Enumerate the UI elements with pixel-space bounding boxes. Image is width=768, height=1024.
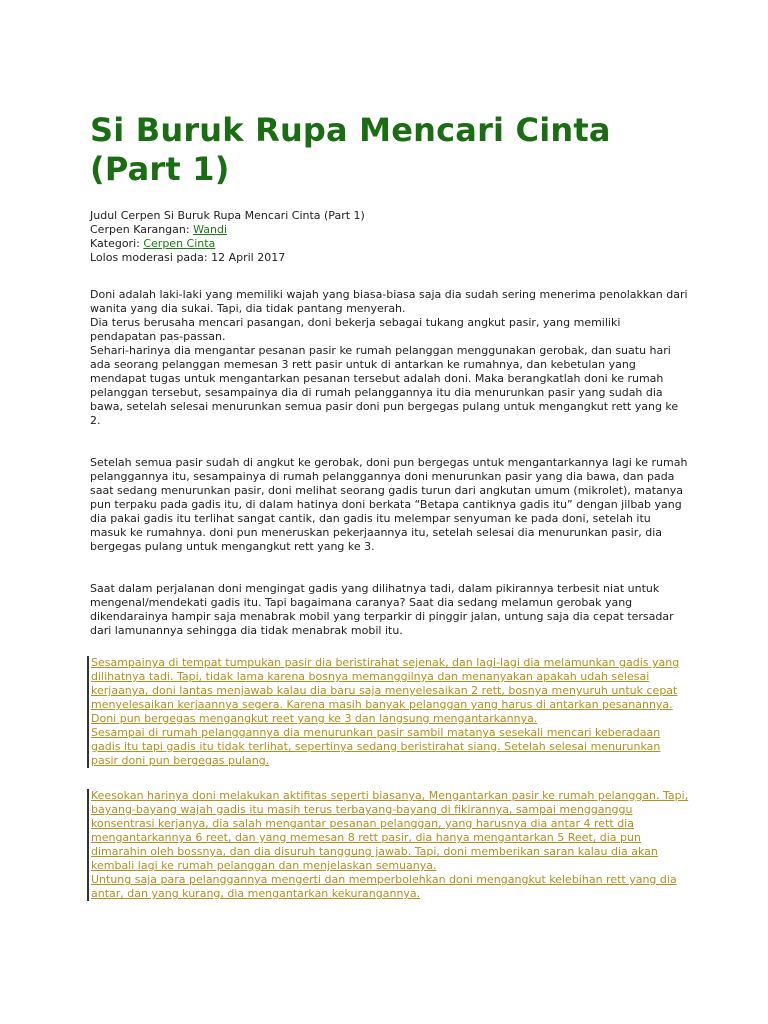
paragraph-spacer [90, 554, 690, 582]
meta-kategori [90, 237, 690, 251]
quote-paragraph-1b[interactable]: Sesampai di rumah pelanggannya dia menurunkan pasir sambil matanya sesekali mencari keberadaan gadis itu tapi gadis itu tidak terlihat, sepertinya sedang beristirahat siang. Setelah selesai menurunkan pasir doni pun bergegas pulang. [91, 726, 661, 767]
author-link[interactable]: Wandi [193, 223, 228, 236]
paragraph-1: Doni adalah laki-laki yang memiliki wajah yang biasa-biasa saja dia sudah sering menerima penolakkan dari wanita yang dia sukai. Tapi, dia tidak pantang menyerah. [90, 288, 688, 315]
paragraph-4: Setelah semua pasir sudah di angkut ke gerobak, doni pun bergegas untuk mengantarkannya lagi ke rumah pelanggannya itu, sesampainya di rumah pelanggannya doni menurunkan pasir yang dia bawa, dan pada saat sedang menurunkan pasir, doni melihat seorang gadis turun dari angkutan umum (mikrolet), matanya pun terpaku pada gadis itu, di dalam hatinya doni berkata “Betapa cantiknya gadis itu” dengan jilbab yang dia pakai gadis itu terlihat sangat cantik, dan gadis itu melempar senyuman ke pada doni, setelah itu masuk ke rumahnya. doni pun meneruskan pekerjaannya itu, setelah selesai dia menurunkan pasir, dia bergegas pulang untuk mengangkut rett yang ke 3. [90, 456, 688, 553]
quoted-excerpt-2[interactable] [87, 789, 690, 901]
meta-kategori-label: Kategori: [90, 237, 144, 250]
quote-paragraph-2a[interactable]: Keesokan harinya doni melakukan aktifitas seperti biasanya, Mengantarkan pasir ke rumah pelanggan. Tapi, bayang-bayang wajah gadis itu masih terus terbayang-bayang di fikirannya, sampai mengganggu konsentrasi kerjanya, dia salah mengantar pesanan pelanggan, yang harusnya dia antar 4 rett dia mengantarkannya 6 reet, dan yang memesan 8 rett pasir, dia hanya mengantarkan 5 Reet, dia pun dimarahin oleh bossnya, dan dia disuruh tanggung jawab. Tapi, doni memberikan saran kalau dia akan kembali lagi ke rumah pelanggan dan menjelaskan semuanya. [91, 789, 689, 872]
paragraph-2: Dia terus berusaha mencari pasangan, doni bekerja sebagai tukang angkut pasir, yang memiliki pendapatan pas-passan. [90, 316, 621, 343]
category-link[interactable]: Cerpen Cinta [143, 237, 216, 250]
quoted-excerpt-1[interactable] [87, 656, 690, 768]
paragraph-spacer [90, 428, 690, 456]
quote-paragraph-1a[interactable]: Sesampainya di tempat tumpukan pasir dia beristirahat sejenak, dan lagi-lagi dia melamunkan gadis yang dilihatnya tadi. Tapi, tidak lama karena bosnya memanggilnya dan menanyakan apakah udah selesai kerjaanya, doni lantas menjawab kalau dia baru saja menyelesaikan 2 rett, bosnya menyuruh untuk cepat menyelesaikan kerjaannya segera. Karena masih banyak pelanggan yang harus di antarkan pesanannya. Doni pun bergegas mengangkut reet yang ke 3 dan langsung mengantarkannya. [91, 656, 680, 725]
paragraph-3: Sehari-harinya dia mengantar pesanan pasir ke rumah pelanggan menggunakan gerobak, dan suatu hari ada seorang pelanggan memesan 3 rett pasir untuk di antarkan ke rumahnya, dan kebetulan yang mendapat tugas untuk mengantarkan pesanan tersebut adalah doni. Maka berangkatlah doni ke rumah pelanggan tersebut, sesampainya dia di rumah pelanggannya itu dia menurunkan pasir yang sudah dia bawa, setelah selesai menurunkan semua pasir doni pun bergegas pulang untuk mengangkut rett yang ke 2. [90, 344, 679, 427]
meta-karangan-label: Cerpen Karangan: [90, 223, 194, 236]
meta-lolos-moderasi: Lolos moderasi pada: 12 April 2017 [90, 251, 286, 264]
page-title: Si Buruk Rupa Mencari Cinta (Part 1) [90, 111, 611, 188]
meta-judul: Judul Cerpen Si Buruk Rupa Mencari Cinta (Part 1) [90, 209, 365, 222]
article [90, 0, 690, 901]
meta-karangan [90, 223, 690, 237]
paragraph-5: Saat dalam perjalanan doni mengingat gadis yang dilihatnya tadi, dalam pikirannya terbesit niat untuk mengenal/mendekati gadis itu. Tapi bagaimana caranya? Saat dia sedang melamun gerobak yang dikendarainya hampir saja menabrak mobil yang terparkir di pinggir jalan, untung saja dia cepat tersadar dari lamunannya sehingga dia tidak menabrak mobil itu. [90, 582, 674, 637]
article-meta [90, 209, 690, 265]
quote-paragraph-2b[interactable]: Untung saja para pelanggannya mengerti dan memperbolehkan doni mengangkut kelebihan rett yang dia antar, dan yang kurang, dia mengantarkan kekurangannya. [91, 873, 677, 900]
article-body [90, 288, 690, 638]
